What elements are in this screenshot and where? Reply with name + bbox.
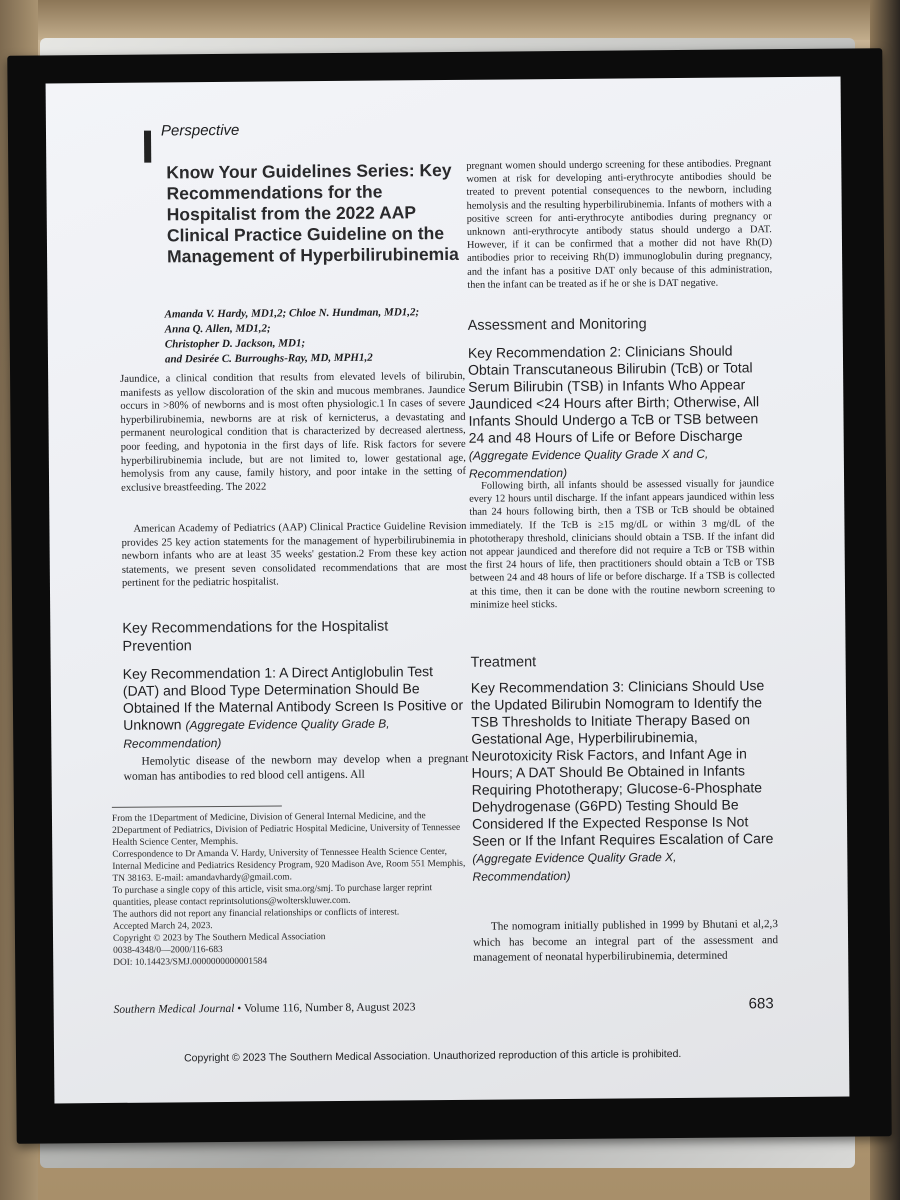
kr3-title: Key Recommendation 3: Clinicians Should Use the Updated Bilirubin Nomogram to Identify the TSB Thresholds to Initiate Therapy Based on Gestational Age, Hyperbilirubinemia, Neurotoxicity Risk Factors, and Infant Age in Hours; A DAT Should Be Obtained in Infants Requiring Phototherapy; Glucose-6-Phosphate Dehydrogenase (G6PD) Testing Should Be Considered If the Expected Response Is Not Seen or If the Infant Requires Escalation of Care (470, 677, 774, 849)
author-line: Christopher D. Jackson, MD1; (164, 337, 306, 351)
key-recommendation-1 (123, 663, 469, 753)
journal-footer (114, 1001, 416, 1016)
kr1-title: Key Recommendation 1: A Direct Antiglobulin Test (DAT) and Blood Type Determination Should Be Obtained If the Maternal Antibody Screen Is Positive or Unknown (122, 663, 464, 733)
kr1-text: Hemolytic disease of the newborn may develop when a pregnant woman has antibodies to red blood cell antigens. All (123, 752, 469, 783)
footnote: To purchase a single copy of this article, visit sma.org/smj. To purchase larger reprint quantities, please contact reprintsolutions@wolterskluwer.com. (112, 883, 433, 908)
key-recommendation-2 (468, 342, 774, 483)
heading-treatment: Treatment (470, 654, 537, 671)
author-list (165, 305, 486, 368)
framed-article (46, 77, 850, 1104)
footnote: 0038-4348/0—2000/116-683 (113, 944, 223, 956)
footnotes (112, 810, 468, 969)
kr2-title: Key Recommendation 2: Clinicians Should Obtain Transcutaneous Bilirubin (TcB) or Total Serum Bilirubin (TSB) in Infants Who Appear Jaundiced <24 Hours after Birth; Otherwise, All Infants Should Undergo a TcB or TSB between 24 and 48 Hours of Life or Before Discharge (467, 342, 760, 446)
perspective-bar (144, 131, 151, 163)
intro-paragraph-2: American Academy of Pediatrics (AAP) Clinical Practice Guideline Revision provides 25 key action statements for the management of hyperbilirubinemia in newborn infants who are at least 35 weeks' gestation.2 From these key action statements, we present seven consolidated recommendations that are most pertinent for the pediatric hospitalist. (121, 520, 467, 590)
footnote: From the 1Department of Medicine, Division of General Internal Medicine, and the 2Department of Pediatrics, Division of Pediatric Hospital Medicine, University of Tennessee Health Science Center, Memphis. (111, 811, 461, 848)
heading-prevention: Prevention (122, 638, 192, 655)
footnote: DOI: 10.14423/SMJ.0000000000001584 (113, 956, 268, 968)
copyright-notice: Copyright © 2023 The Southern Medical Association. Unauthorized reproduction of this article is prohibited. (184, 1047, 682, 1065)
kr2-grade: (Aggregate Evidence Quality Grade X and C, Recommendation) (468, 446, 709, 481)
page-number: 683 (748, 995, 774, 1013)
footnote: Accepted March 24, 2023. (112, 921, 213, 932)
kr3-text: The nomogram initially published in 1999 by Bhutani et al,2,3 which has become an integral part of the assessment and management of neonatal hyperbilirubinemia, determined (473, 918, 779, 964)
section-label: Perspective (160, 121, 240, 140)
article-title: Know Your Guidelines Series: Key Recommendations for the Hospitalist from the 2022 AAP Clinical Practice Guideline on the Management of Hyperbilirubinemia (166, 159, 459, 267)
kr1-grade: (Aggregate Evidence Quality Grade B, Recommendation) (123, 716, 390, 751)
journal-info: • Volume 116, Number 8, August 2023 (237, 1001, 416, 1015)
author-line: Amanda V. Hardy, MD1,2; Chloe N. Hundman, MD1,2; (164, 306, 420, 321)
footnote: Copyright © 2023 by The Southern Medical Association (112, 932, 326, 944)
heading-assessment: Assessment and Monitoring (467, 316, 647, 334)
key-recommendation-3 (471, 677, 778, 886)
box-top-flap (0, 0, 900, 40)
heading-key-recommendations: Key Recommendations for the Hospitalist (122, 618, 389, 637)
kr3-grade: (Aggregate Evidence Quality Grade X, Recommendation) (472, 850, 677, 884)
journal-name: Southern Medical Journal (113, 1002, 235, 1016)
intro-paragraph: Jaundice, a clinical condition that results from elevated levels of bilirubin, manifests as yellow discoloration of the skin and mucous membranes. Jaundice occurs in >80% of newborns and is most often physiologic.1 In cases of severe hyperbilirubinemia, newborns are at risk of kernicterus, a devastating and permanent neurological condition that is characterized by decreased alertness, poor feeding, and hypotonia in the first days of life. Risk factors for severe hyperbilirubinemia include, but are not limited to, lower gestational age, hemolysis from any cause, family history, and poor intake in the setting of exclusive breastfeeding. The 2022 (120, 370, 467, 494)
footnote: Correspondence to Dr Amanda V. Hardy, University of Tennessee Health Science Center, Internal Medicine and Pediatrics Residency Program, 920 Madison Ave, Room 551 Memphis, TN 38163. E-mail: amandavhardy@gmail.com. (112, 847, 466, 884)
footnote-rule (112, 805, 282, 807)
author-line: Anna Q. Allen, MD1,2; (164, 322, 271, 336)
footnote: The authors did not report any financial relationships or conflicts of interest. (112, 907, 400, 920)
kr2-text: Following birth, all infants should be assessed visually for jaundice every 12 hours until discharge. If the infant appears jaundiced within less than 24 hours following birth, then a TSB or TcB should be obtained immediately. If the TcB is ≥15 mg/dL or within 3 mg/dL of the phototherapy threshold, clinicians should obtain a TSB. If the infant did not appear jaundiced and therefore did not require a TcB or TSB within the first 24 hours of life, then practitioners should obtain a TcB or TSB between 24 and 48 hours of life or before discharge. If a TSB is collected at this time, then it can be done with the routine newborn screening to minimize heel sticks. (469, 478, 776, 611)
right-paragraph-1: pregnant women should undergo screening for these antibodies. Pregnant women at risk for developing anti-erythrocyte antibodies should be treated to prevent potential consequences to the newborn, including hemolysis and the resulting hyperbilirubinemia. Infants of mothers with a positive screen for anti-erythrocyte antibodies during pregnancy or unknown anti-erythrocyte antibody status should undergo a DAT. However, if it can be confirmed that a mother did not have Rh(D) antibodies prior to receiving Rh(D) immunoglobulin during pregnancy, and the infant has a positive DAT only because of this administration, then the infant can be treated as if he or she is DAT negative. (466, 158, 773, 291)
author-line: and Desirée C. Burroughs-Ray, MD, MPH1,2 (164, 351, 373, 366)
